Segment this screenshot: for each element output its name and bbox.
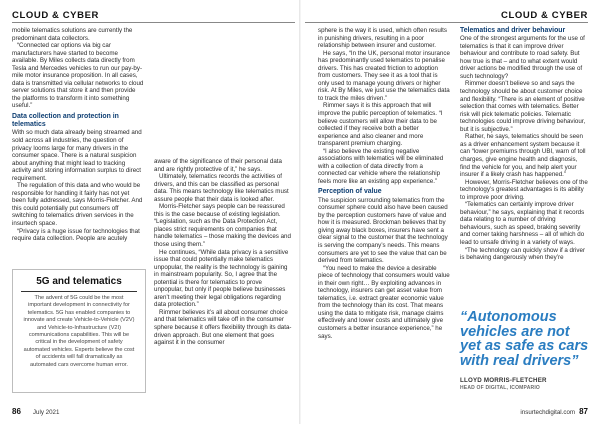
section-header-right: CLOUD & CYBER: [501, 10, 588, 21]
paragraph: He continues, “While data privacy is a sensitive issue that could potentially make telematics unpopular, the reality is the technology is gaining in mainstream popularity. So, I agree that the potential is there for telematics to prove unpopular, but only if people believe businesses aren’t meeting their legal obligations regarding data protection.”: [154, 248, 289, 309]
paragraph: Rimmer believes it’s all about consumer choice and that telematics will take off in the consumer sphere because it offers flexibility through its data-driven approach. But one element that goes against it in the consumer: [154, 308, 292, 347]
paragraph: One of the strongest arguments for the use of telematics is that it can improve driver behaviour and contribute to road safety. But how true is that – and to what extent would driver actions be modified through the use of such technology?: [460, 35, 585, 80]
quote-attribution-name: LLOYD MORRIS-FLETCHER: [460, 377, 547, 384]
paragraph: With so much data already being streamed and sold across all industries, the question of privacy looms large for many drivers in the consumer space. There is a natural suspicion about anything that might lead to tracking activity and storing information surplus to direct requirement.: [12, 129, 142, 182]
sidebar-box-5g: [12, 269, 146, 393]
article-column-3: [318, 27, 450, 340]
issue-date: July 2021: [32, 409, 60, 416]
header-rule-left: [12, 22, 295, 23]
paragraph: “The technology can quickly show if a driver is behaving dangerously when they’re: [460, 246, 586, 262]
paragraph: “I also believe the existing negative associations with telematics will be eliminated with a collection of data directly from a connected car vehicle where the relationship feels more like an existing app experience.”: [318, 147, 444, 185]
footer-right: [516, 407, 588, 416]
paragraph: Morris-Fletcher says people can be reassured this is the case because of existing legislation. “Legislation, such as the Data Protection Act, places strict requirements on companies that handle telematics – those making the devices and those using them.”: [154, 203, 291, 249]
paragraph: aware of the significance of their personal data and are rightly protective of it,” he says.: [154, 158, 282, 173]
paragraph: The regulation of this data and who would be responsible for handling it fairly has not yet been fully addressed, says Morris-Fletcher. And this could potentially put consumers off switching to telematics driven services in the insurtech space.: [12, 182, 143, 227]
page-gutter: [299, 0, 301, 424]
paragraph: “Telematics can certainly improve driver behaviour,” he says, explaining that it records data relating to a number of driving behaviours, such as speed, braking severity and corner taking harshness – all of which do lead to unsafe driving in a variety of ways.: [460, 201, 585, 246]
paragraph: The suspicion surrounding telematics from the consumer sphere could also have been caused by the perception customers have of value and how it is measured. Brockman believes that by giving away black boxes, insurers have sent a clear signal to the customer that the technology is serving the company’s needs. This means consumers are yet to see the value that can be derived from telematics.: [318, 196, 448, 265]
subheading-data-collection: Data collection and protection in telematics: [12, 113, 119, 129]
header-rule-right: [305, 22, 588, 23]
paragraph: Rather, he says, telematics should be seen as a driver enhancement system because it can “lower premiums through UBI, warn of toll charges, give engine health and diagnosis, find the vehicle for you, and help alert your insurer if a likely crash has happened.”: [460, 133, 586, 179]
site-url[interactable]: insurtechdigital.com: [520, 409, 576, 416]
sidebar-box-rule: [21, 291, 137, 292]
paragraph: Rimmer says it is this approach that will improve the public perception of telematics. “I believe customers will allow their data to be collected if they receive both a better experience and also cleaner and more transparent premium charging.: [318, 102, 443, 148]
paragraph: However, Morris-Fletcher believes one of the technology’s greatest advantages is its ability to improve poor driving.: [460, 178, 588, 201]
sidebar-box-title: 5G and telematics: [36, 276, 122, 287]
paragraph: “Privacy is a huge issue for technologies that require data collection. People are acutely: [12, 227, 140, 243]
sidebar-box-text: The advent of 5G could be the most important development in connectivity for telematics. 5G has enabled companies to innovate and create Vehicle-to-Vehicle (V2V) and Vehicle-to-Infrastructure (V2I) communications capabilities. This will be critical in the development of safety automated vehicles. Experts believe the cost of accidents will fall dramatically as automated cars overcome human error.: [23, 295, 135, 368]
article-column-1: [12, 27, 144, 243]
footer-left: [12, 407, 63, 416]
subheading-perception-of-value: Perception of value: [318, 188, 382, 196]
paragraph: “Connected car options via big car manufacturers have started to become available. By Miles collects data directly from Tesla and Mercedes vehicles to run our pay-by-mile motor insurance proposition. In all cases, data is transmitted via cellular networks to cloud server solutions that store it and then provide the platforms to transform it into something useful.”: [12, 42, 144, 110]
paragraph: “You need to make the device a desirable piece of technology that consumers would value in their own right… By exploiting advances in technology, insurers can get asset value from telematics, i.e. extract greater economic value from the technology than its cost. That means using the data to mitigate risk, manage claims effectively and lower costs and ultimately give customers a better insurance experience,” he says.: [318, 264, 450, 340]
quote-attribution-role: HEAD OF DIGITAL, ICOMPARIO: [460, 385, 541, 391]
paragraph: Rimmer doesn’t believe so and says the technology should be about customer choice and flexibility. “There is an element of positive selection that comes with telematics. Better risk will pick telematic policies. Telematic technologies could improve driving behaviour, but it is subjective.”: [460, 80, 586, 133]
page-number-left: 86: [12, 407, 21, 416]
subheading-driver-behaviour: Telematics and driver behaviour: [460, 27, 566, 34]
pull-quote: “Autonomous vehicles are not yet as safe as cars with real drivers”: [460, 309, 589, 369]
paragraph: sphere is the way it is used, which often results in punishing drivers, resulting in a poor relationship between insurer and customer.: [318, 27, 447, 50]
paragraph: Ultimately, telematics records the activities of drivers, and this can be classified as personal data. This means technology like telematics must assure people that their data is looked after.: [154, 173, 289, 203]
article-column-2: [154, 158, 292, 347]
paragraph: mobile telematics solutions are currently the predominant data collectors.: [12, 27, 133, 42]
paragraph: He says, “In the UK, personal motor insurance has predominantly used telematics to penalise drivers. This has created friction to adoption from customers. They see it as a tool that is only used to manage young drivers or higher risk. At By Miles, we just use the telematics data to track the miles driven.”: [318, 49, 450, 102]
article-column-4: [460, 27, 588, 262]
page-number-right: 87: [579, 407, 588, 416]
section-header-left: CLOUD & CYBER: [12, 10, 99, 21]
